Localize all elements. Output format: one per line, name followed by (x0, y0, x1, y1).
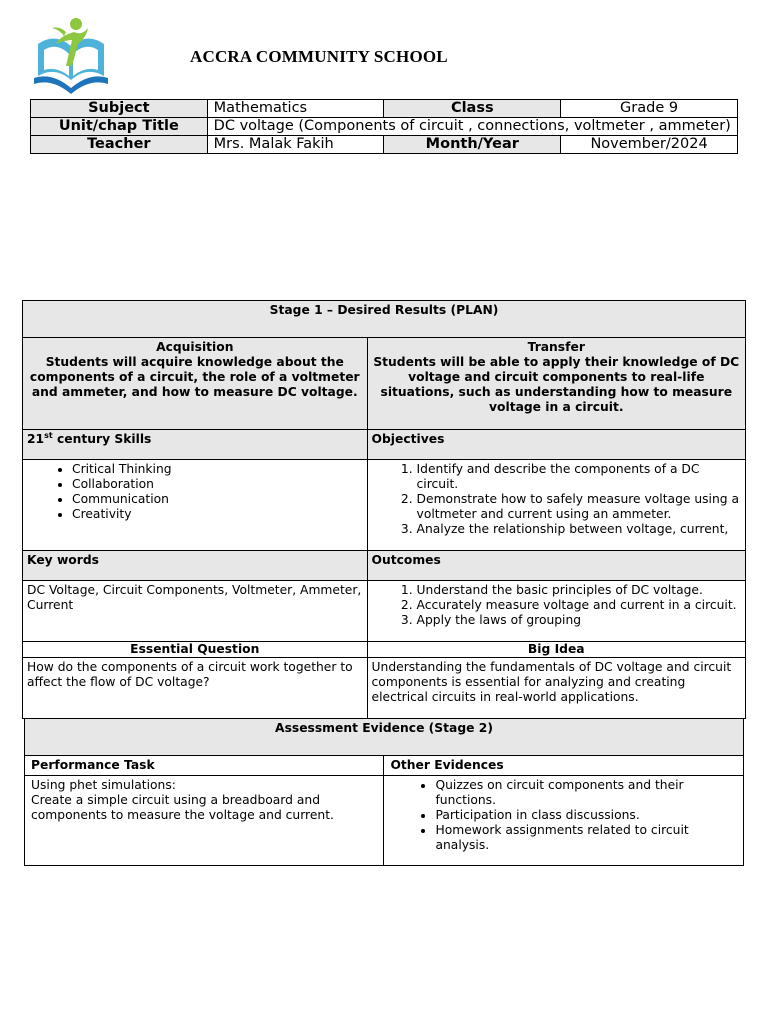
other-evidences-list (390, 778, 737, 853)
month-year-value: November/2024 (561, 136, 738, 154)
unit-label: Unit/chap Title (31, 118, 208, 136)
list-item: 2. Demonstrate how to safely measure voltage using a voltmeter and current using an ammeter. (417, 492, 741, 522)
list-item: • Critical Thinking (72, 462, 363, 477)
subject-label: Subject (31, 100, 208, 118)
objectives-title: Objectives (367, 430, 745, 460)
list-item: 1. Identify and describe the components of a DC circuit. (417, 462, 741, 492)
objectives-list-cell (367, 460, 745, 551)
list-item: • Participation in class discussions. (435, 808, 737, 823)
class-value: Grade 9 (561, 100, 738, 118)
list-item: • Quizzes on circuit components and their functions. (435, 778, 737, 808)
teacher-value: Mrs. Malak Fakih (207, 136, 384, 154)
keywords-text: DC Voltage, Circuit Components, Voltmeter, Ammeter, Current (23, 581, 368, 642)
unit-value: DC voltage (Components of circuit , connections, voltmeter , ammeter) (207, 118, 737, 136)
list-item: 1. Understand the basic principles of DC voltage. (417, 583, 741, 598)
performance-task-cell (25, 776, 384, 866)
keywords-title: Key words (23, 551, 368, 581)
list-item: • Communication (72, 492, 363, 507)
outcomes-list-cell (367, 581, 745, 642)
teacher-label: Teacher (31, 136, 208, 154)
school-logo-icon (30, 14, 112, 100)
subject-value: Mathematics (207, 100, 384, 118)
essential-question-title: Essential Question (23, 642, 368, 658)
acquisition-text: Students will acquire knowledge about the components of a circuit, the role of a voltmeter and ammeter, and how to measure DC voltage. (29, 355, 360, 399)
objectives-list (372, 462, 741, 537)
big-idea-text: Understanding the fundamentals of DC voltage and circuit components is essential for analyzing and creating electrical circuits in real-world applications. (367, 658, 745, 719)
other-evidences-title: Other Evidences (384, 756, 744, 776)
month-year-label: Month/Year (384, 136, 561, 154)
list-item: 3. Analyze the relationship between voltage, current, (417, 522, 741, 537)
list-item: • Creativity (72, 507, 363, 522)
transfer-title: Transfer (527, 340, 585, 354)
outcomes-list (372, 583, 741, 628)
outcomes-title: Outcomes (367, 551, 745, 581)
performance-task-line: Using phet simulations: (31, 778, 176, 792)
list-item: • Homework assignments related to circuit analysis. (435, 823, 737, 853)
skills-list (27, 462, 363, 522)
performance-task-text: Create a simple circuit using a breadboard and components to measure the voltage and current. (31, 793, 334, 822)
acquisition-title: Acquisition (156, 340, 234, 354)
stage2-title: Assessment Evidence (Stage 2) (25, 719, 744, 756)
performance-task-title: Performance Task (25, 756, 384, 776)
stage1-title: Stage 1 – Desired Results (PLAN) (23, 301, 746, 338)
transfer-text: Students will be able to apply their knowledge of DC voltage and circuit components to real-life situations, such as understanding how to measure voltage in a circuit. (373, 355, 740, 414)
list-item: 2. Accurately measure voltage and current in a circuit. (417, 598, 741, 613)
skills-title: 21st century Skills (23, 430, 368, 460)
other-evidences-cell (384, 776, 744, 866)
class-label: Class (384, 100, 561, 118)
stage1-table (22, 300, 746, 719)
list-item: 3. Apply the laws of grouping (417, 613, 741, 628)
school-name: ACCRA COMMUNITY SCHOOL (190, 47, 448, 66)
header-info-table (30, 99, 738, 154)
big-idea-title: Big Idea (367, 642, 745, 658)
list-item: • Collaboration (72, 477, 363, 492)
stage2-table (24, 718, 744, 866)
essential-question-text: How do the components of a circuit work together to affect the flow of DC voltage? (23, 658, 368, 719)
skills-list-cell (23, 460, 368, 551)
transfer-cell (367, 338, 745, 430)
acquisition-cell (23, 338, 368, 430)
